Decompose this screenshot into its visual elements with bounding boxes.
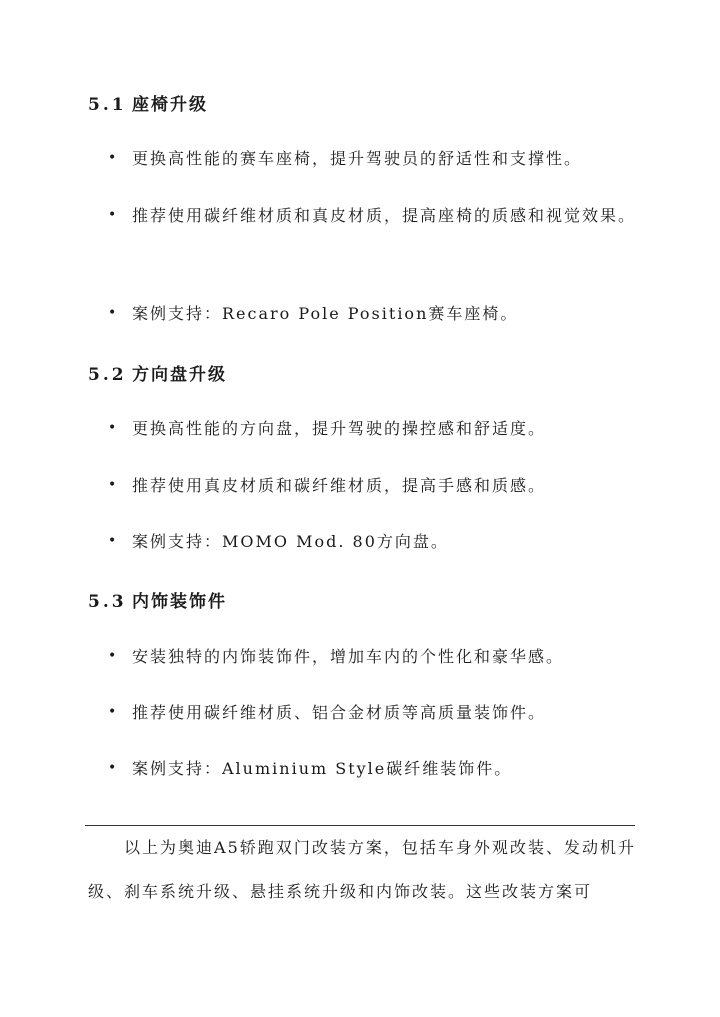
list-item	[108, 630, 648, 683]
section-heading-5-3	[88, 587, 227, 612]
list-item-text: 案例支持：MOMO Mod. 80方向盘。	[132, 532, 449, 551]
bullet-icon: •	[108, 150, 119, 166]
list-item-text: 推荐使用真皮材质和碳纤维材质，提高手感和质感。	[132, 476, 547, 495]
list-item-text: 推荐使用碳纤维材质和真皮材质，提高座椅的质感和视觉效果。	[132, 206, 637, 225]
list-item	[108, 287, 648, 340]
list-item-text: 推荐使用碳纤维材质、铝合金材质等高质量装饰件。	[132, 703, 547, 722]
section-title: 内饰装饰件	[132, 592, 227, 612]
bullet-icon: •	[108, 420, 119, 436]
bullet-icon: •	[108, 704, 119, 720]
list-item	[108, 459, 648, 512]
list-item	[108, 132, 648, 185]
conclusion-paragraph: 以上为奥迪A5轿跑双门改装方案，包括车身外观改装、发动机升级、刹车系统升级、悬挂系统升级和内饰改装。这些改装方案可	[88, 838, 636, 901]
list-item-text: 更换高性能的赛车座椅，提升驾驶员的舒适性和支撑性。	[132, 149, 583, 168]
list-item	[108, 189, 648, 242]
section-number: 5.1	[88, 95, 127, 115]
list-item	[108, 515, 648, 568]
section-number: 5.3	[88, 592, 127, 612]
list-item-text: 更换高性能的方向盘，提升驾驶的操控感和舒适度。	[132, 419, 547, 438]
list-item-text: 案例支持：Aluminium Style碳纤维装饰件。	[132, 759, 513, 778]
list-item	[108, 742, 648, 795]
list-item-text: 案例支持：Recaro Pole Position赛车座椅。	[132, 304, 519, 323]
list-item-text: 安装独特的内饰装饰件，增加车内的个性化和豪华感。	[132, 647, 565, 666]
bullet-icon: •	[108, 477, 119, 493]
section-heading-5-1	[88, 90, 208, 115]
list-item	[108, 686, 648, 739]
bullet-icon: •	[108, 207, 119, 223]
section-title: 座椅升级	[132, 95, 208, 115]
bullet-icon: •	[108, 648, 119, 664]
section-number: 5.2	[88, 365, 127, 385]
bullet-icon: •	[108, 305, 119, 321]
bullet-icon: •	[108, 760, 119, 776]
bullet-icon: •	[108, 533, 119, 549]
list-item	[108, 402, 648, 455]
section-title: 方向盘升级	[132, 365, 227, 385]
section-heading-5-2	[88, 360, 227, 385]
